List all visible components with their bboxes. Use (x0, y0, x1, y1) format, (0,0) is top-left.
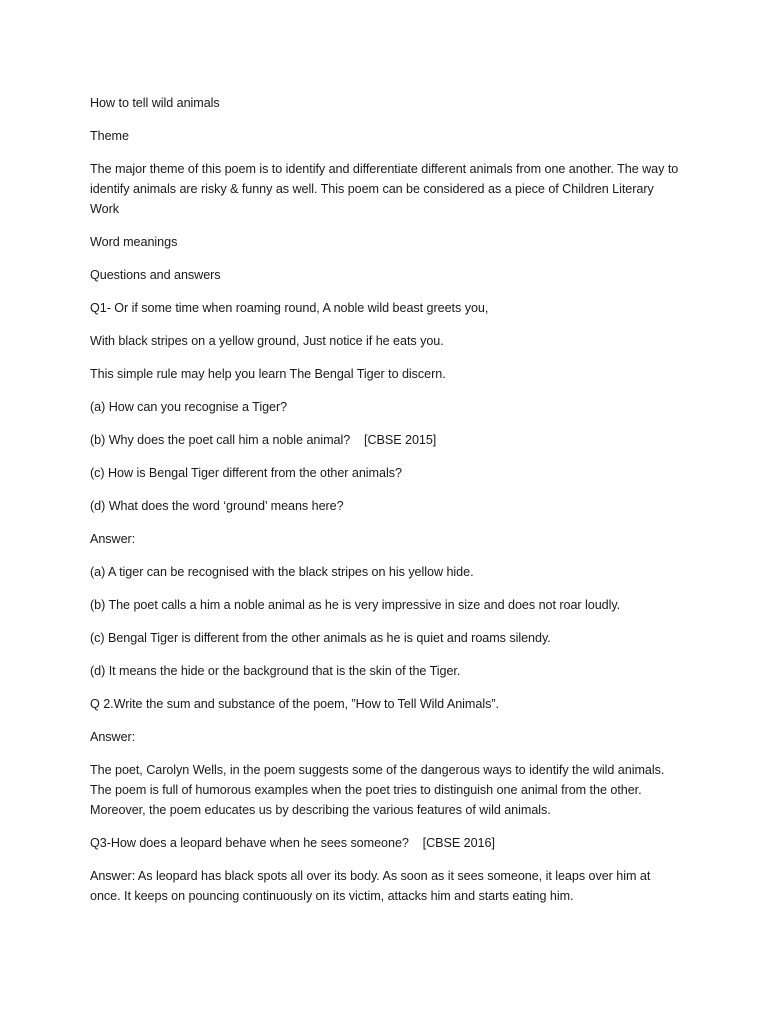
section-heading-questions: Questions and answers (90, 268, 221, 282)
q1-sub-question-b: (b) Why does the poet call him a noble animal? [CBSE 2015] (90, 433, 437, 447)
document-body (90, 93, 680, 919)
q1-stanza-line-3: This simple rule may help you learn The Bengal Tiger to discern. (90, 367, 446, 381)
section-heading-theme: Theme (90, 129, 129, 143)
q1-answer-c: (c) Bengal Tiger is different from the other animals as he is quiet and roams silendy. (90, 631, 551, 645)
q2-answer-label: Answer: (90, 730, 136, 744)
q1-stanza-line-2: With black stripes on a yellow ground, Just notice if he eats you. (90, 334, 444, 348)
theme-paragraph: The major theme of this poem is to identify and differentiate different animals from one another. The way to identify animals are risky & funny as well. This poem can be considered as a piece of Children Literary Work (90, 162, 682, 216)
q2-question: Q 2.Write the sum and substance of the poem, ”How to Tell Wild Animals”. (90, 697, 499, 711)
q1-sub-question-c: (c) How is Bengal Tiger different from the other animals? (90, 466, 402, 480)
document-title: How to tell wild animals (90, 96, 220, 110)
q1-answer-d: (d) It means the hide or the background that is the skin of the Tiger. (90, 664, 461, 678)
q3-question: Q3-How does a leopard behave when he sees someone? [CBSE 2016] (90, 836, 495, 850)
q1-stanza-line-1: Q1- Or if some time when roaming round, A noble wild beast greets you, (90, 301, 489, 315)
q1-answer-a: (a) A tiger can be recognised with the black stripes on his yellow hide. (90, 565, 474, 579)
q3-answer-paragraph: Answer: As leopard has black spots all over its body. As soon as it sees someone, it leaps over him at once. It keeps on pouncing continuously on its victim, attacks him and starts eating him. (90, 869, 654, 903)
q1-sub-question-a: (a) How can you recognise a Tiger? (90, 400, 288, 414)
q1-sub-question-d: (d) What does the word ‘ground’ means here? (90, 499, 344, 513)
q2-answer-paragraph: The poet, Carolyn Wells, in the poem suggests some of the dangerous ways to identify the wild animals. The poem is full of humorous examples when the poet tries to distinguish one animal from the other. Moreover, the poem educates us by describing the various features of wild animals. (90, 763, 668, 817)
q1-answer-label: Answer: (90, 532, 136, 546)
q1-answer-b: (b) The poet calls a him a noble animal as he is very impressive in size and does not roar loudly. (90, 598, 621, 612)
section-heading-word-meanings: Word meanings (90, 235, 178, 249)
